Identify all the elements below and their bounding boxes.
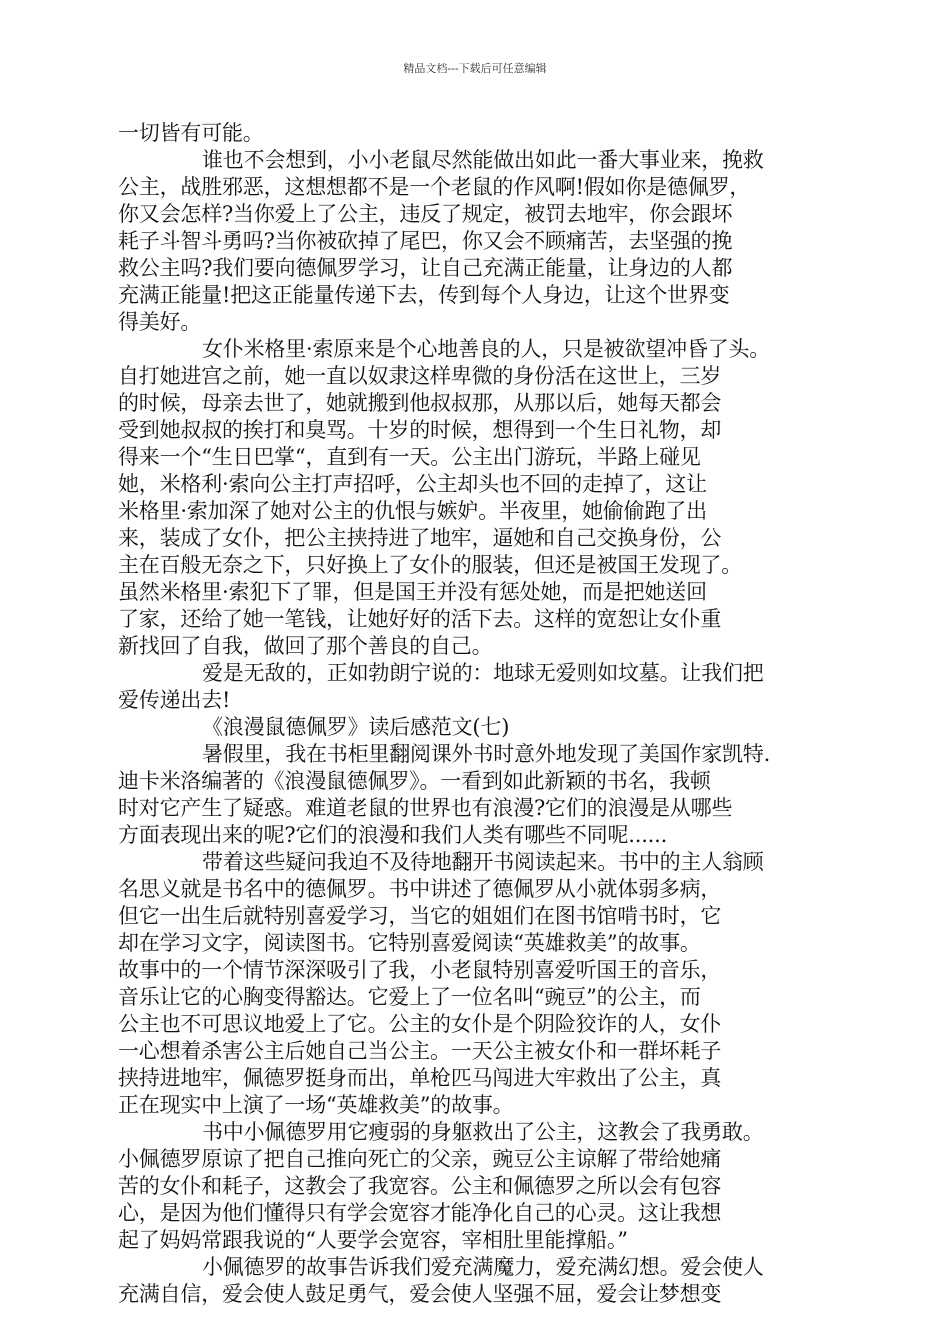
text-line: 暑假里，我在书柜里翻阅课外书时意外地发现了美国作家凯特.	[202, 742, 771, 766]
text-line: 来，装成了女仆，把公主挟持进了地牢，逼她和自己交换身份，公	[118, 526, 722, 550]
text-line: 了家，还给了她一笔钱，让她好好的活下去。这样的宽恕让女仆重	[118, 607, 722, 631]
text-line: 女仆米格里·索原来是个心地善良的人，只是被欲望冲昏了头。	[202, 337, 771, 361]
text-line: 迪卡米洛编著的《浪漫鼠德佩罗》。一看到如此新颖的书名，我顿	[118, 769, 711, 793]
text-line: 公主也不可思议地爱上了它。公主的女仆是个阴险狡诈的人，女仆	[118, 1012, 722, 1036]
text-line: 得美好。	[118, 310, 202, 334]
text-line: 耗子斗智斗勇吗?当你被砍掉了尾巴，你又会不顾痛苦，去坚强的挽	[118, 229, 733, 253]
text-line: 自打她进宫之前，她一直以奴隶这样卑微的身份活在这世上，三岁	[118, 364, 722, 388]
text-line: 米格里·索加深了她对公主的仇恨与嫉妒。半夜里，她偷偷跑了出	[118, 499, 707, 523]
text-line: 小佩德罗原谅了把自己推向死亡的父亲，豌豆公主谅解了带给她痛	[118, 1147, 722, 1171]
text-line: 受到她叔叔的挨打和臭骂。十岁的时候，想得到一个生日礼物，却	[118, 418, 722, 442]
text-line: 谁也不会想到，小小老鼠尽然能做出如此一番大事业来，挽救	[202, 148, 764, 172]
text-line: 故事中的一个情节深深吸引了我，小老鼠特别喜爱听国王的音乐，	[118, 958, 722, 982]
text-line: 方面表现出来的呢?它们的浪漫和我们人类有哪些不同呢......	[118, 823, 668, 847]
text-line: 心，是因为他们懂得只有学会宽容才能净化自己的心灵。这让我想	[118, 1201, 722, 1225]
text-line: 名思义就是书名中的德佩罗。书中讲述了德佩罗从小就体弱多病，	[118, 877, 722, 901]
text-line: 正在现实中上演了一场“英雄救美”的故事。	[118, 1093, 514, 1117]
text-line: 爱传递出去!	[118, 688, 231, 712]
text-line: 你又会怎样?当你爱上了公主，违反了规定，被罚去地牢，你会跟坏	[118, 202, 733, 226]
text-line: 挟持进地牢，佩德罗挺身而出，单枪匹马闯进大牢救出了公主，真	[118, 1066, 722, 1090]
text-line: 她，米格利·索向公主打声招呼，公主却头也不回的走掉了，这让	[118, 472, 707, 496]
text-line: 音乐让它的心胸变得豁达。它爱上了一位名叫“豌豆”的公主，而	[118, 985, 701, 1009]
text-line: 起了妈妈常跟我说的“人要学会宽容，宰相肚里能撑船。”	[118, 1228, 628, 1252]
text-line: 时对它产生了疑惑。难道老鼠的世界也有浪漫?它们的浪漫是从哪些	[118, 796, 733, 820]
document-body	[118, 120, 832, 1308]
text-line: 充满正能量!把这正能量传递下去，传到每个人身边，让这个世界变	[118, 283, 730, 307]
text-line: 苦的女仆和耗子，这教会了我宽容。公主和佩德罗之所以会有包容	[118, 1174, 722, 1198]
text-line: 书中小佩德罗用它瘦弱的身躯救出了公主，这教会了我勇敢。	[202, 1120, 764, 1144]
text-line: 却在学习文字，阅读图书。它特别喜爱阅读“英雄救美”的故事。	[118, 931, 701, 955]
text-line: 一切皆有可能。	[118, 121, 264, 145]
text-line: 带着这些疑问我迫不及待地翻开书阅读起来。书中的主人翁顾	[202, 850, 764, 874]
text-line: 爱是无敌的，正如勃朗宁说的：地球无爱则如坟墓。让我们把	[202, 661, 764, 685]
text-line: 虽然米格里·索犯下了罪，但是国王并没有惩处她，而是把她送回	[118, 580, 707, 604]
text-line: 但它一出生后就特别喜爱学习，当它的姐姐们在图书馆啃书时，它	[118, 904, 722, 928]
text-line: 新找回了自我，做回了那个善良的自己。	[118, 634, 493, 658]
text-line: 一心想着杀害公主后她自己当公主。一天公主被女仆和一群坏耗子	[118, 1039, 722, 1063]
text-line: 得来一个“生日巴掌“，直到有一天。公主出门游玩，半路上碰见	[118, 445, 701, 469]
text-line: 主在百般无奈之下，只好换上了女仆的服装，但还是被国王发现了。	[118, 553, 742, 577]
text-line: 救公主吗?我们要向德佩罗学习，让自己充满正能量，让身边的人都	[118, 256, 733, 280]
text-line: 的时候，母亲去世了，她就搬到他叔叔那，从那以后，她每天都会	[118, 391, 722, 415]
text-line: 充满自信，爱会使人鼓足勇气，爱会使人坚强不屈，爱会让梦想变	[118, 1282, 722, 1306]
text-line: 公主，战胜邪恶，这想想都不是一个老鼠的作风啊!假如你是德佩罗，	[118, 175, 751, 199]
text-line: 《浪漫鼠德佩罗》读后感范文(七)	[202, 715, 510, 739]
text-line: 小佩德罗的故事告诉我们爱充满魔力，爱充满幻想。爱会使人	[202, 1255, 764, 1279]
page-header: 精品文档---下载后可任意编辑	[403, 62, 547, 75]
